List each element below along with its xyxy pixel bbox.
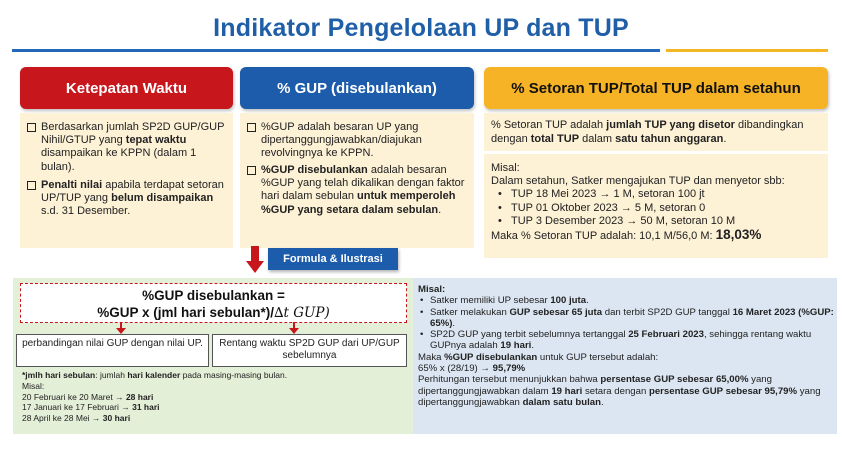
checkbox-bullet-icon (247, 123, 256, 132)
arrow-down-icon (116, 322, 126, 334)
page-title: Indikator Pengelolaan UP dan TUP (213, 14, 629, 42)
illustration-text: Misal: • Satker memiliki UP sebesar 100 juta. • Satker melakukan GUP sebesar 65 juta dan terbit SP2D GUP tanggal 16 Maret 2023 (%GUP: 65%). • SP2D GUP yang terbit sebelumnya tertanggal 25 Februari 2023, sehingga rentang waktu GUPnya adalah 19 hari. Maka %GUP disebulankan untuk GUP tersebut adalah: 65% x (28/19) → 95,79% Perhitungan tersebut menunjukkan bahwa persentase GUP sebesar 65,00% yang dipertanggungjawabkan dalam 19 hari setara dengan persentase GUP sebesar 95,79% yang dipertanggungjawabkan dalam satu bulan. (418, 284, 834, 408)
list-item: • TUP 01 Oktober 2023 → 5 M, setoran 0 (491, 202, 825, 215)
bullet-item: %GUP adalah besaran UP yang dipertanggungjawabkan/diajukan revolvingnya ke KPPN. (247, 121, 469, 161)
list-item: • TUP 3 Desember 2023 → 50 M, setoran 10 M (491, 215, 825, 228)
title-underline-blue (12, 49, 660, 52)
checkbox-bullet-icon (27, 123, 36, 132)
checkbox-bullet-icon (27, 181, 36, 190)
footnote: *jmlh hari sebulan: jumlah hari kalender pada masing-masing bulan. Misal: 20 Februari ke 20 Maret → 28 hari 17 Januari ke 17 Februari → 31 hari 28 April ke 28 Mei → 30 hari (22, 370, 288, 424)
list-item: • SP2D GUP yang terbit sebelumnya tertanggal 25 Februari 2023, sehingga rentang waktu GUPnya adalah 19 hari. (418, 329, 834, 352)
explanation-gup-ratio: perbandingan nilai GUP dengan nilai UP. (16, 334, 209, 367)
example-result: Maka % Setoran TUP adalah: 10,1 M/56,0 M: 18,03% (491, 227, 762, 243)
header-ketepatan-waktu: Ketepatan Waktu (20, 67, 233, 109)
formula-box: %GUP disebulankan = %GUP x (jml hari sebulan*)/∆t GUP) (20, 283, 407, 323)
setoran-definition: % Setoran TUP adalah jumlah TUP yang disetor dibandingkan dengan total TUP dalam satu tahun anggaran. (491, 119, 804, 145)
example-intro: Dalam setahun, Satker mengajukan TUP dan menyetor sbb: (491, 175, 785, 188)
panel-setoran-definition (484, 113, 828, 151)
arrow-down-icon (246, 246, 264, 274)
header-setoran-tup: % Setoran TUP/Total TUP dalam setahun (484, 67, 828, 109)
formula-ilustrasi-button[interactable]: Formula & Ilustrasi (268, 248, 398, 270)
list-item: • Satker memiliki UP sebesar 100 juta. (418, 295, 834, 306)
title-underline-gold (666, 49, 828, 52)
panel-ketepatan-waktu (20, 113, 233, 248)
checkbox-bullet-icon (247, 166, 256, 175)
misal-label: Misal: (491, 162, 520, 174)
list-item: • Satker melakukan GUP sebesar 65 juta dan terbit SP2D GUP tanggal 16 Maret 2023 (%GUP: 65%). (418, 307, 834, 330)
explanation-delta-t: Rentang waktu SP2D GUP dari UP/GUP sebelumnya (212, 334, 407, 367)
bullet-item: %GUP disebulankan adalah besaran %GUP yang telah dikalikan dengan faktor hari dalam sebulan untuk memperoleh %GUP yang setara dalam sebulan. (247, 164, 469, 217)
panel-gup (240, 113, 474, 248)
list-item: • TUP 18 Mei 2023 → 1 M, setoran 100 jt (491, 188, 825, 201)
arrow-down-icon (289, 322, 299, 334)
panel-setoran-example (484, 154, 828, 258)
header-gup-disebulankan: % GUP (disebulankan) (240, 67, 474, 109)
bullet-item: Penalti nilai apabila terdapat setoran UP/TUP yang belum disampaikan s.d. 31 Desember. (27, 179, 229, 219)
bullet-item: Berdasarkan jumlah SP2D GUP/GUP Nihil/GTUP yang tepat waktu disampaikan ke KPPN (dalam 1 bulan). (27, 121, 229, 174)
